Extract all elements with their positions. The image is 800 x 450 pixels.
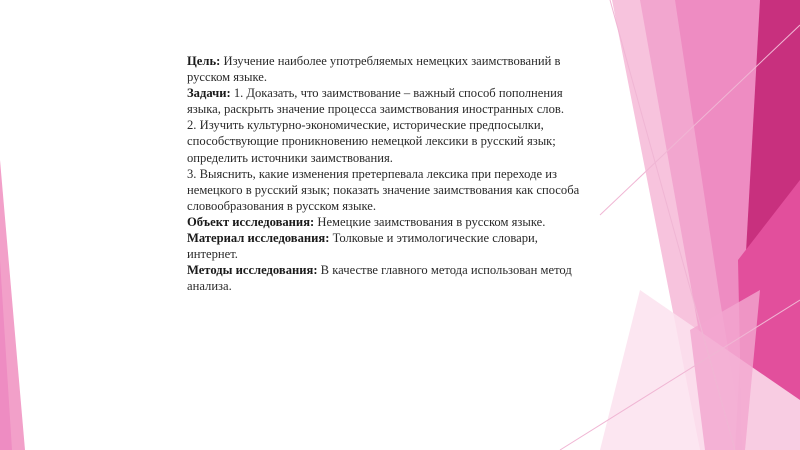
task-3-paragraph: 3. Выяснить, какие изменения претерпевала лексика при переходе из немецкого в русский язык; показать значение заимствования как способа словообразования в русском языке. [187, 166, 580, 213]
material-label: Материал исследования: [187, 231, 330, 246]
methods-label: Методы исследования: [187, 263, 318, 278]
object-paragraph [187, 214, 587, 230]
methods-paragraph [187, 262, 587, 294]
material-paragraph [187, 230, 587, 262]
goal-label: Цель: [187, 54, 221, 68]
task-1-text: 1. Доказать, что заимствование – важный способ пополнения языка, раскрыть значение процесса заимствования иностранных слов. [187, 86, 564, 117]
object-text: Немецкие заимствования в русском языке. [317, 214, 546, 229]
material-text: Толковые и этимологические словари, интернет. [187, 231, 538, 262]
goal-text: Изучение наиболее употребляемых немецких заимствований в русском языке. [187, 54, 561, 85]
slide-text-block [187, 53, 587, 294]
object-label: Объект исследования: [187, 214, 315, 229]
tasks-paragraph [187, 85, 587, 117]
methods-text: В качестве главного метода использован метод анализа. [187, 263, 572, 294]
task-2-paragraph: 2. Изучить культурно-экономические, исторические предпосылки, способствующие проникновению немецкой лексики в русский язык; определить источники заимствования. [187, 118, 556, 165]
tasks-label: Задачи: [187, 86, 231, 101]
goal-paragraph [187, 53, 587, 85]
